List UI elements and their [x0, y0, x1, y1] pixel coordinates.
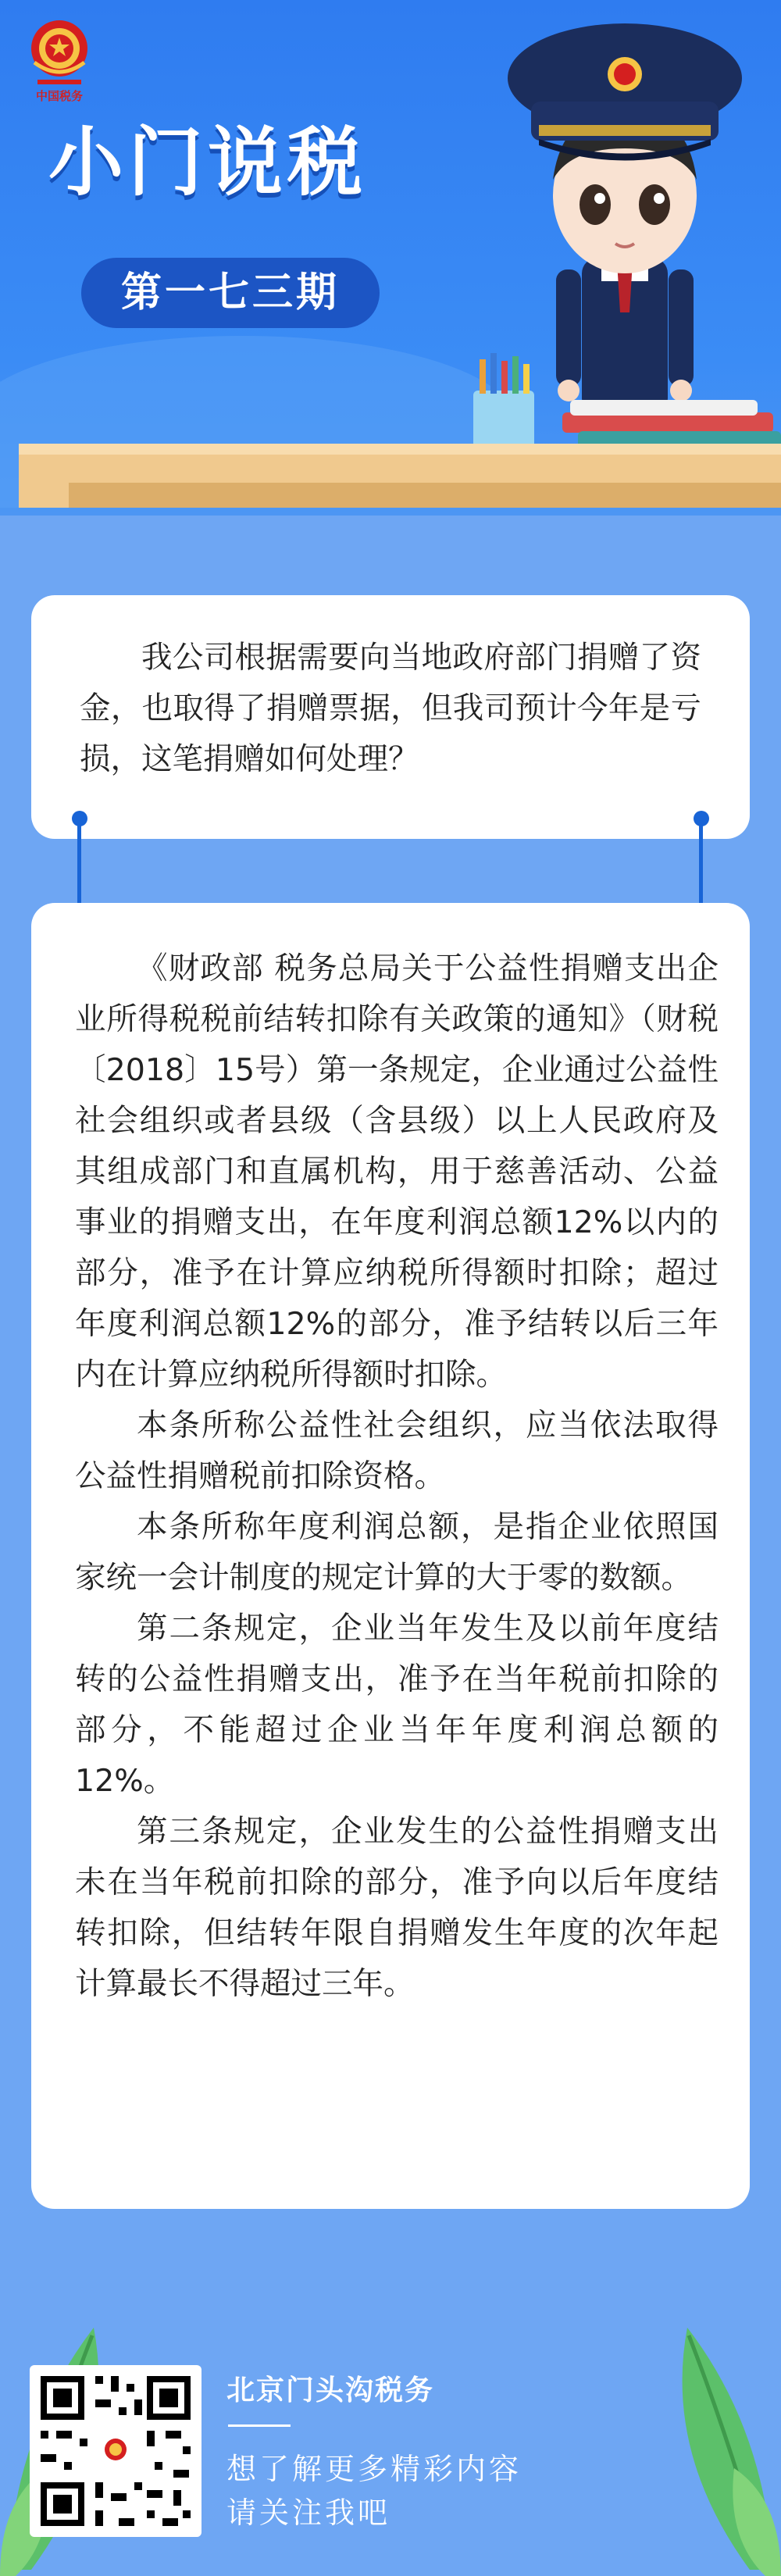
connector-line-left: [77, 819, 81, 912]
footer-line-2: 请关注我吧: [226, 2496, 391, 2530]
answer-paragraph: 《财政部 税务总局关于公益性捐赠支出企业所得税税前结转扣除有关政策的通知》（财税〔2018〕15号）第一条规定，企业通过公益性社会组织或者县级（含县级）以上人民政府及其组成部门和直属机构，用于慈善活动、公益事业的捐赠支出，在年度利润总额12%以内的部分，准予在计算应纳税所得额时扣除；超过年度利润总额12%的部分，准予结转以后三年内在计算应纳税所得额时扣除。: [75, 951, 719, 1393]
desk-front: [69, 483, 781, 508]
answer-paragraph: 第二条规定，企业当年发生及以前年度结转的公益性捐赠支出，准予在当年税前扣除的部分，不能超过企业当年年度利润总额的12%。: [75, 1611, 719, 1799]
tax-officer-illustration: [0, 0, 781, 516]
qr-code[interactable]: [30, 2365, 201, 2537]
header-banner: [0, 0, 781, 516]
desk-top: [19, 444, 781, 455]
qr-code-icon: [30, 2365, 201, 2537]
footer-line-1: 想了解更多精彩内容: [226, 2452, 522, 2486]
leaf-right-icon: [656, 2312, 781, 2576]
page-title: 小门说税: [48, 119, 367, 206]
answer-card: [31, 903, 750, 2209]
answer-paragraph: 第三条规定，企业发生的公益性捐赠支出未在当年税前扣除的部分，准予向以后年度结转扣除，但结转年限自捐赠发生年度的次年起计算最长不得超过三年。: [75, 1814, 719, 2002]
issue-badge: 第一七三期: [81, 258, 380, 328]
footer-org-name: 北京门头沟税务: [226, 2374, 435, 2407]
question-card: [31, 595, 750, 839]
emblem-caption: 中国税务: [35, 89, 84, 103]
connector-line-right: [699, 819, 703, 912]
answer-paragraph: 本条所称年度利润总额，是指企业依照国家统一会计制度的规定计算的大于零的数额。: [75, 1509, 719, 1596]
footer-divider: [228, 2424, 291, 2427]
answer-paragraph: 本条所称公益性社会组织，应当依法取得公益性捐赠税前扣除资格。: [75, 1408, 719, 1494]
question-text: 我公司根据需要向当地政府部门捐赠了资金，也取得了捐赠票据，但我司预计今年是亏损，这笔捐赠如何处理？: [80, 640, 701, 777]
